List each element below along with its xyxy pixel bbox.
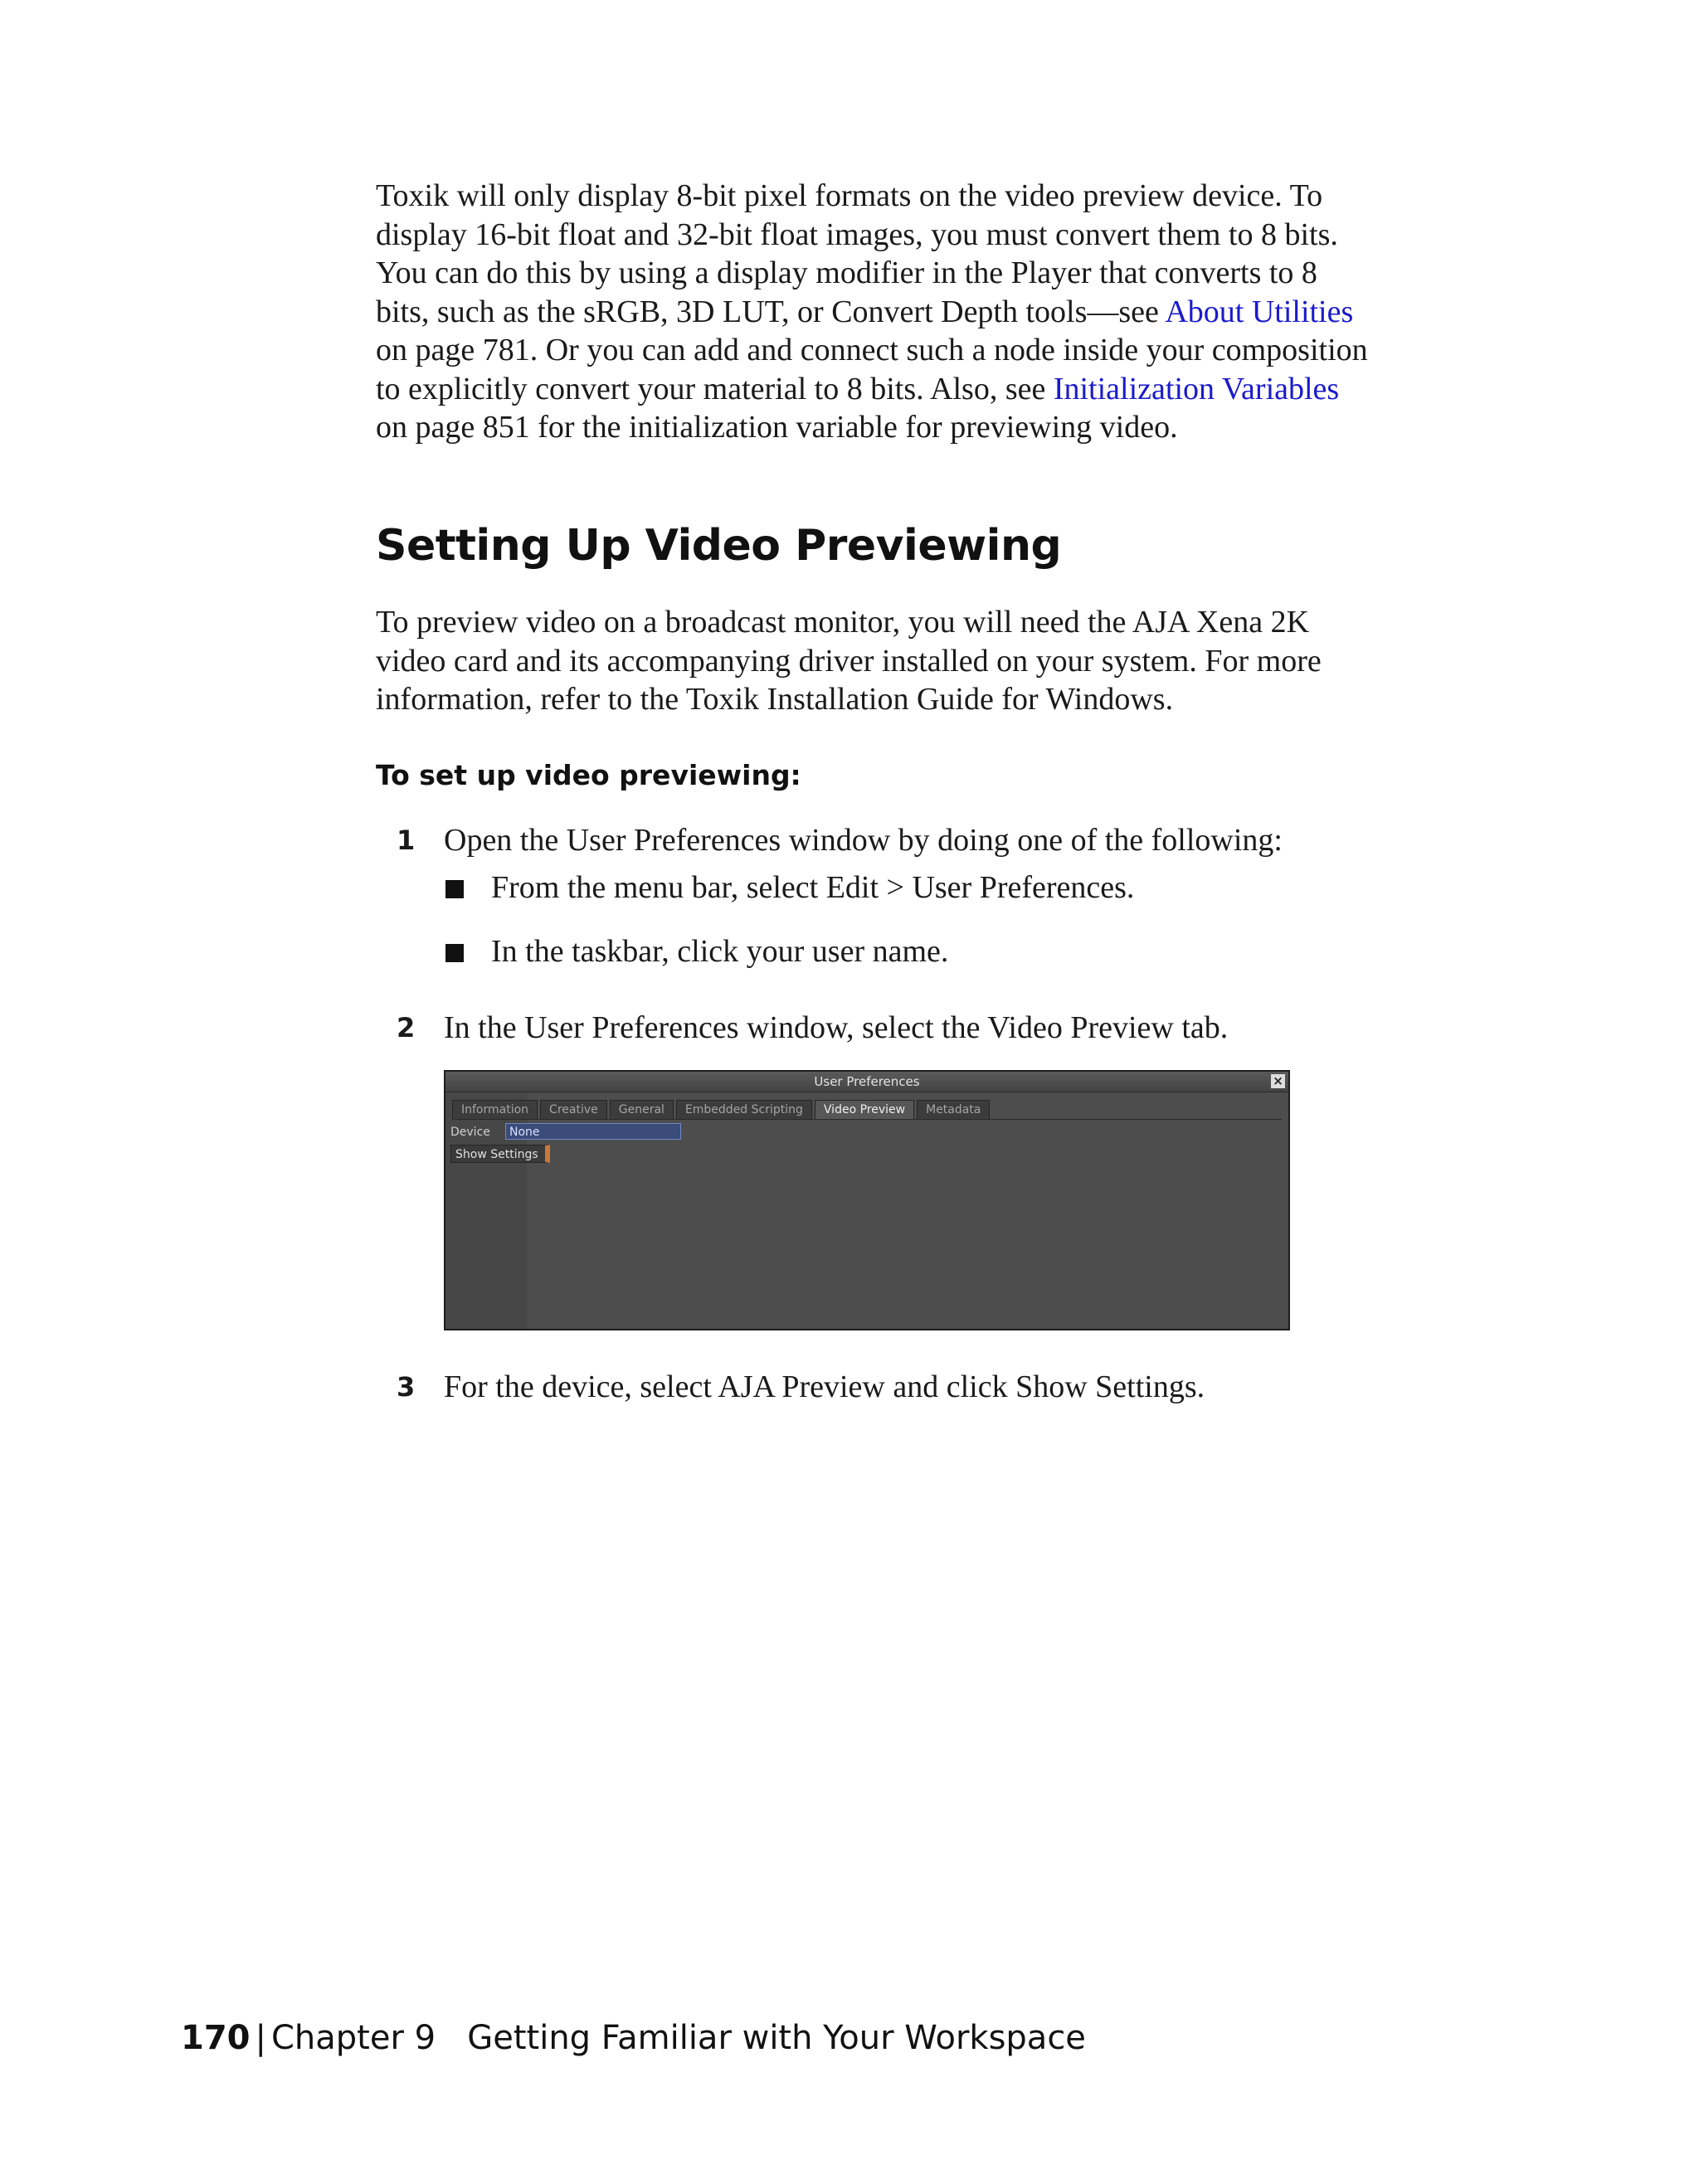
section-heading: Setting Up Video Previewing [376, 521, 1062, 571]
intro-text: to explicitly convert your material to 8 bits. Also, see [376, 371, 1054, 406]
preferences-tabs [452, 1100, 992, 1120]
tab-general[interactable]: General [610, 1100, 674, 1120]
procedure-heading: To set up video previewing: [376, 759, 801, 791]
initialization-variables-link[interactable]: Initialization Variables [1053, 371, 1340, 406]
footer-separator: | [255, 2019, 266, 2057]
bullet-text: In the taskbar, click your user name. [491, 934, 949, 969]
device-label: Device [450, 1126, 490, 1139]
tab-video-preview[interactable]: Video Preview [815, 1100, 914, 1120]
bullet-square-icon [445, 944, 464, 962]
intro-line [376, 370, 1471, 409]
tab-embedded-scripting[interactable]: Embedded Scripting [676, 1100, 812, 1120]
tab-metadata[interactable]: Metadata [917, 1100, 990, 1120]
intro-text: bits, such as the sRGB, 3D LUT, or Convert Depth tools—see [376, 294, 1166, 329]
window-titlebar [445, 1072, 1288, 1092]
intro-line: display 16-bit float and 32-bit float images, you must convert them to 8 bits. [376, 216, 1338, 252]
user-preferences-screenshot [444, 1070, 1290, 1330]
show-settings-button[interactable]: Show Settings [450, 1145, 550, 1163]
section-paragraph [376, 603, 1471, 719]
section-line: information, refer to the Toxik Installation Guide for Windows. [376, 682, 1174, 717]
step-text: Open the User Preferences window by doing one of the following: [444, 823, 1283, 858]
step-text: In the User Preferences window, select the Video Preview tab. [444, 1010, 1229, 1045]
device-select[interactable]: None [505, 1123, 681, 1140]
section-line: To preview video on a broadcast monitor, you will need the AJA Xena 2K [376, 605, 1310, 640]
bullet-text: From the menu bar, select Edit > User Preferences. [491, 870, 1135, 905]
step-number: 2 [397, 1012, 416, 1043]
chapter-label: Chapter 9 [270, 2019, 436, 2057]
intro-line: You can do this by using a display modifier in the Player that converts to 8 [376, 255, 1317, 290]
page-footer [181, 2017, 1086, 2059]
intro-line: Toxik will only display 8-bit pixel formats on the video preview device. To [376, 178, 1323, 213]
tab-creative[interactable]: Creative [540, 1100, 607, 1120]
intro-line: on page 781. Or you can add and connect such a node inside your composition [376, 333, 1368, 367]
close-icon[interactable]: × [1271, 1074, 1285, 1088]
section-line: video card and its accompanying driver installed on your system. For more [376, 643, 1322, 679]
step-number: 1 [397, 824, 416, 856]
window-title: User Preferences [814, 1074, 920, 1089]
page-number: 170 [181, 2019, 251, 2057]
step-number: 3 [397, 1371, 416, 1403]
intro-paragraph [376, 177, 1471, 447]
tab-information[interactable]: Information [452, 1100, 538, 1120]
step-text: For the device, select AJA Preview and click Show Settings. [444, 1369, 1205, 1404]
about-utilities-link[interactable]: About Utilities [1165, 294, 1354, 329]
bullet-square-icon [445, 880, 464, 898]
intro-line [376, 293, 1471, 332]
intro-line: on page 851 for the initialization variable for previewing video. [376, 410, 1178, 445]
chapter-title: Getting Familiar with Your Workspace [467, 2019, 1086, 2057]
